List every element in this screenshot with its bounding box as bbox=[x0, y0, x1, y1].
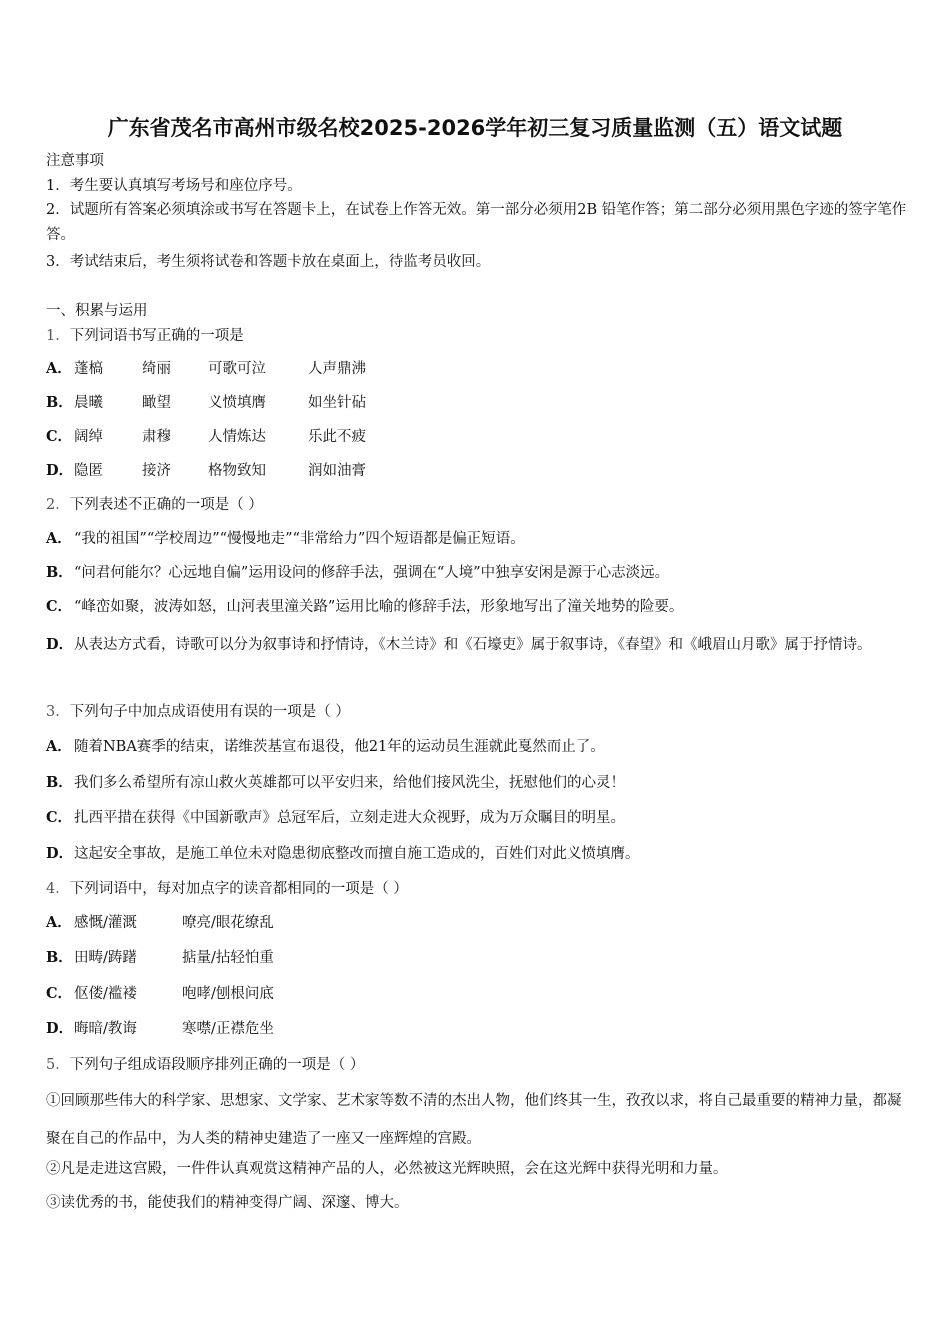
option-text: 这起安全事故，是施工单位未对隐患彻底整改而擅自施工造成的，百姓们对此义愤填膺。 bbox=[74, 846, 640, 862]
option-c bbox=[46, 427, 428, 447]
option-label: B． bbox=[46, 774, 73, 791]
option-word: 蓬槁 bbox=[74, 361, 103, 377]
question-number: 1． bbox=[46, 328, 70, 344]
option-text: 扎西平措在获得《中国新歌声》总冠军后，立刻走进大众视野，成为万众瞩目的明星。 bbox=[74, 810, 625, 826]
question-stem bbox=[46, 495, 263, 515]
option-label: C． bbox=[46, 428, 73, 445]
option-label: A． bbox=[46, 738, 72, 755]
notice-item: 2．试题所有答案必须填涂或书写在答题卡上，在试卷上作答无效。第一部分必须用2B 铅笔作答；第二部分必须用黑色字迹的签字笔作答。 bbox=[46, 202, 907, 243]
section-heading: 一、积累与运用 bbox=[46, 303, 148, 319]
option-word: 接济 bbox=[142, 463, 171, 479]
option-word: 瞰望 bbox=[142, 395, 171, 411]
option-word: 晨曦 bbox=[74, 395, 103, 411]
notice-item: 1．考生要认真填写考场号和座位序号。 bbox=[46, 178, 302, 194]
option-a bbox=[46, 737, 605, 757]
option-text: “我的祖国”“学校周边”“慢慢地走”“非常给力”四个短语都是偏正短语。 bbox=[74, 531, 525, 547]
option-word: 伛偻/褴褛 bbox=[74, 986, 137, 1002]
option-label: B． bbox=[46, 564, 73, 581]
question-number: 5． bbox=[46, 1057, 70, 1073]
question-stem bbox=[46, 702, 350, 722]
option-b bbox=[46, 393, 428, 413]
option-c bbox=[46, 597, 683, 617]
option-label: B． bbox=[46, 949, 73, 966]
option-word: 隐匿 bbox=[74, 463, 103, 479]
option-label: A． bbox=[46, 360, 72, 377]
option-label: C． bbox=[46, 598, 73, 615]
option-word: 田畴/踌躇 bbox=[74, 950, 137, 966]
option-word: 人情炼达 bbox=[208, 429, 266, 445]
option-word: 寒噤/正襟危坐 bbox=[182, 1021, 274, 1037]
option-label: C． bbox=[46, 985, 73, 1002]
question-stem bbox=[46, 326, 244, 346]
option-a bbox=[46, 359, 428, 379]
option-text: “问君何能尔？心远地自偏”运用设问的修辞手法，强调在“人境”中独享安闲是源于心志淡远。 bbox=[74, 565, 670, 581]
option-label: D． bbox=[46, 845, 74, 862]
option-word: 润如油膏 bbox=[308, 463, 366, 479]
option-label: D． bbox=[46, 636, 74, 653]
option-word: 乐此不疲 bbox=[308, 429, 366, 445]
option-text: 我们多么希望所有凉山救火英雄都可以平安归来，给他们接风洗尘，抚慰他们的心灵！ bbox=[74, 775, 625, 791]
option-label: A． bbox=[46, 914, 72, 931]
notice-heading: 注意事项 bbox=[46, 153, 104, 169]
option-d bbox=[46, 844, 640, 864]
option-label: D． bbox=[46, 462, 74, 479]
question-number: 3． bbox=[46, 704, 70, 720]
option-word: 如坐针砧 bbox=[308, 395, 366, 411]
question-text: 下列句子组成语段顺序排列正确的一项是（ ） bbox=[69, 1057, 365, 1073]
option-word: 阔绰 bbox=[74, 429, 103, 445]
option-b bbox=[46, 773, 625, 793]
sentence-item: ②凡是走进这宫殿，一件件认真观赏这精神产品的人，必然被这光辉映照，会在这光辉中获得光明和力量。 bbox=[46, 1161, 728, 1177]
option-label: A． bbox=[46, 530, 72, 547]
option-text: 随着NBA赛季的结束，诺维茨基宣布退役，他21年的运动员生涯就此戛然而止了。 bbox=[74, 739, 605, 755]
option-word: 绮丽 bbox=[142, 361, 171, 377]
option-b bbox=[46, 563, 669, 583]
option-text: “峰峦如聚，波涛如怒，山河表里潼关路”运用比喻的修辞手法，形象地写出了潼关地势的险要。 bbox=[74, 599, 684, 615]
option-label: D． bbox=[46, 1020, 74, 1037]
sentence-item: ③读优秀的书，能使我们的精神变得广阔、深邃、博大。 bbox=[46, 1195, 409, 1211]
question-text: 下列表述不正确的一项是（ ） bbox=[69, 497, 263, 513]
option-a bbox=[46, 913, 322, 933]
option-word: 肃穆 bbox=[142, 429, 171, 445]
option-label: C． bbox=[46, 809, 73, 826]
question-number: 4． bbox=[46, 881, 70, 897]
question-number: 2． bbox=[46, 497, 70, 513]
option-b bbox=[46, 948, 322, 968]
notice-item: 3．考试结束后，考生须将试卷和答题卡放在桌面上，待监考员收回。 bbox=[46, 254, 491, 270]
option-c bbox=[46, 984, 322, 1004]
sentence-item: ①回顾那些伟大的科学家、思想家、文学家、艺术家等数不清的杰出人物，他们终其一生，孜孜以求，将自己最重要的精神力量，都凝聚在自己的作品中，为人类的精神史建造了一座又一座辉煌的宫殿。 bbox=[46, 1093, 902, 1147]
option-word: 嘹亮/眼花缭乱 bbox=[182, 915, 274, 931]
option-word: 格物致知 bbox=[208, 463, 266, 479]
option-word: 掂量/拈轻怕重 bbox=[182, 950, 274, 966]
question-text: 下列句子中加点成语使用有误的一项是（ ） bbox=[69, 704, 350, 720]
option-word: 可歌可泣 bbox=[208, 361, 266, 377]
option-c bbox=[46, 808, 625, 828]
option-label: B． bbox=[46, 394, 73, 411]
exam-title: 广东省茂名市高州市级名校2025-2026学年初三复习质量监测（五）语文试题 bbox=[107, 116, 843, 140]
option-word: 咆哮/刨根问底 bbox=[182, 986, 274, 1002]
option-word: 感慨/灌溉 bbox=[74, 915, 137, 931]
option-text: 从表达方式看，诗歌可以分为叙事诗和抒情诗，《木兰诗》和《石壕吏》属于叙事诗，《春望》和《峨眉山月歌》属于抒情诗。 bbox=[74, 637, 872, 653]
option-word: 人声鼎沸 bbox=[308, 361, 366, 377]
option-d bbox=[46, 461, 428, 481]
option-a bbox=[46, 529, 525, 549]
option-d bbox=[46, 626, 908, 664]
question-stem bbox=[46, 1055, 364, 1075]
option-word: 义愤填膺 bbox=[208, 395, 266, 411]
question-text: 下列词语中，每对加点字的读音都相同的一项是（ ） bbox=[69, 881, 408, 897]
option-d bbox=[46, 1019, 322, 1039]
question-text: 下列词语书写正确的一项是 bbox=[69, 328, 244, 344]
option-word: 晦暗/教诲 bbox=[74, 1021, 137, 1037]
question-stem bbox=[46, 879, 408, 899]
